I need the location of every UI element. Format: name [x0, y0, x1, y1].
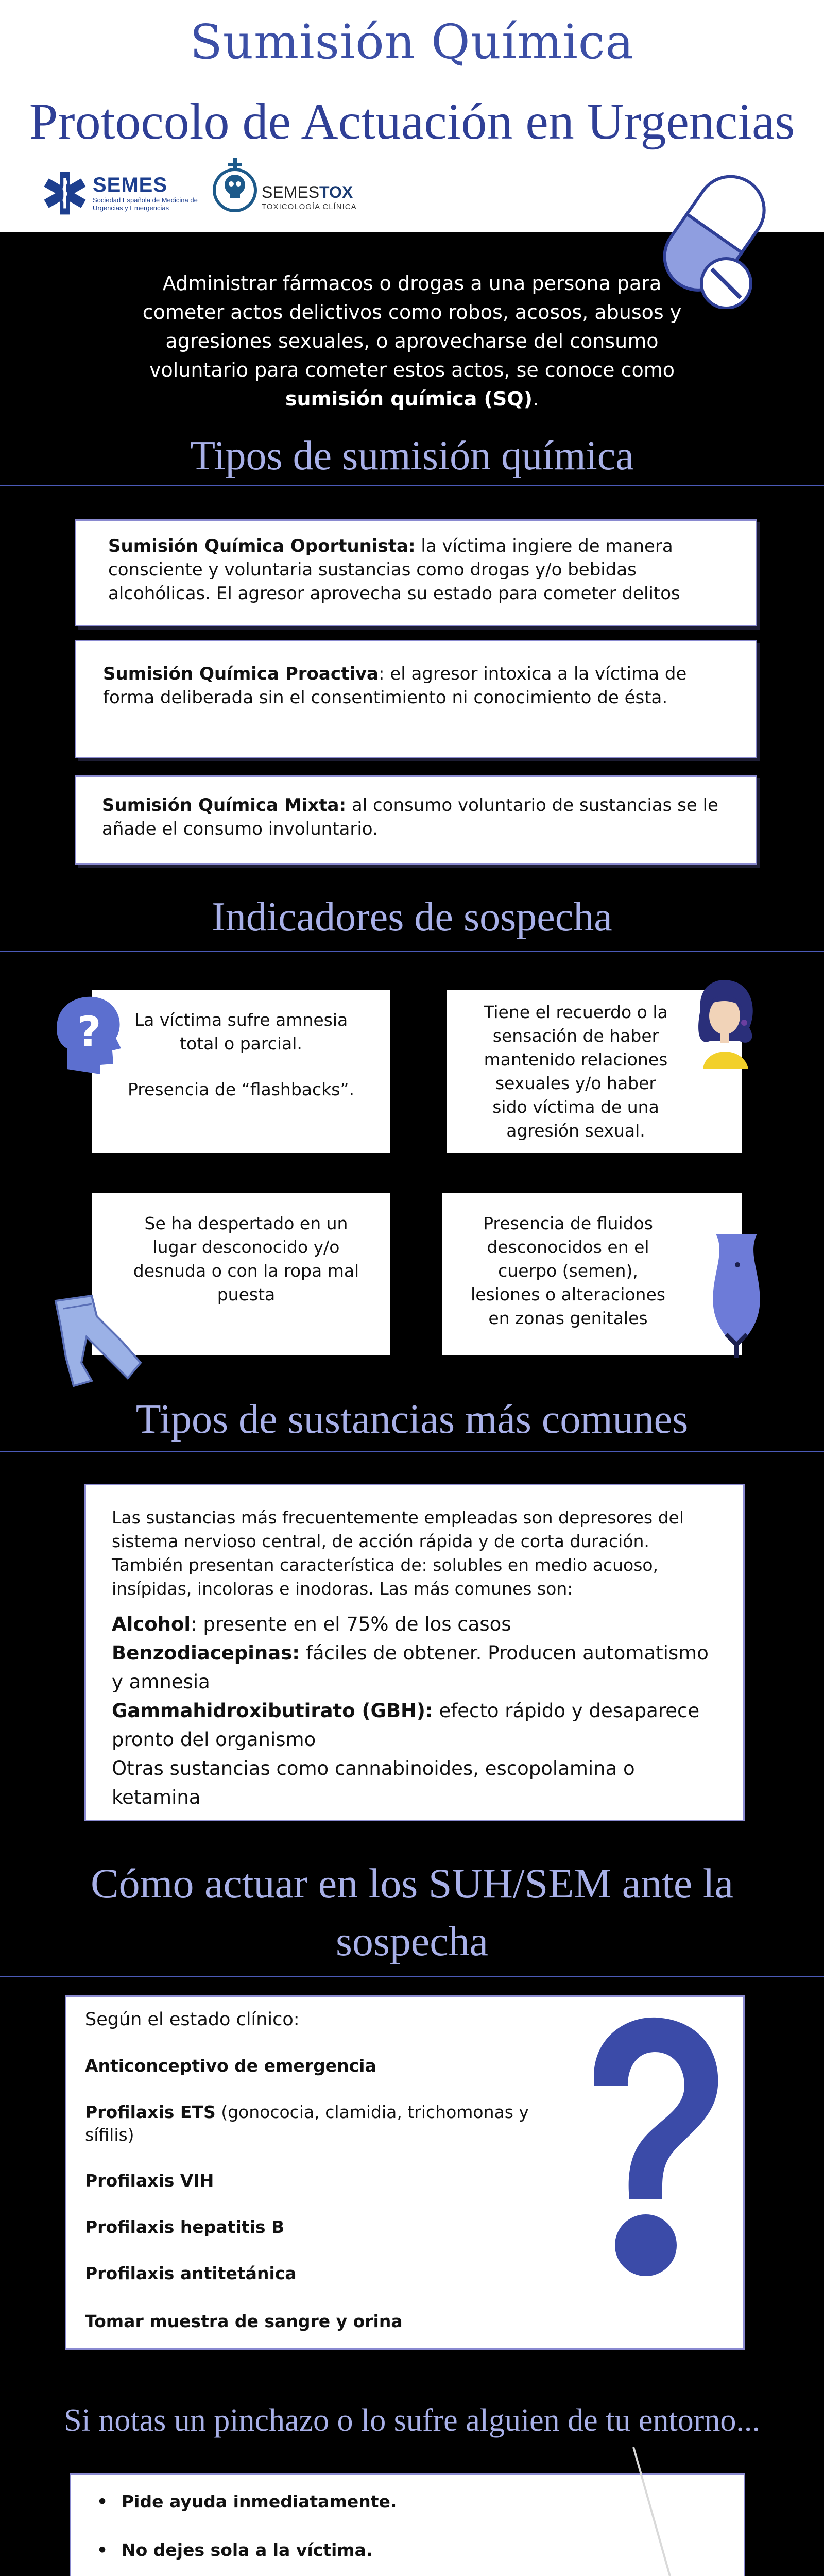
question-mark-icon [579, 2013, 723, 2286]
indicador-card-recuerdo: Tiene el recuerdo o la sensación de haber mantenido relaciones sexuales y/o haber sido víctima de una agresión sexual. [447, 990, 742, 1153]
torso-icon [706, 1234, 767, 1358]
actuar-lead: Según el estado clínico: [85, 2009, 300, 2030]
sustancia-item: Benzodiacepinas: fáciles de obtener. Producen automatismo y amnesia [112, 1642, 709, 1693]
actuar-card [65, 1995, 745, 2350]
semestox-logo-name: SEMESTOX [262, 183, 353, 201]
star-of-life-icon [41, 167, 89, 219]
actuar-item: Anticonceptivo de emergencia [85, 2056, 376, 2076]
actuar-item: Profilaxis hepatitis B [85, 2217, 285, 2237]
woman-icon [688, 974, 765, 1072]
section-title-tipos: Tipos de sumisión química [190, 433, 634, 479]
section-title-sustancias: Tipos de sustancias más comunes [135, 1397, 689, 1442]
question-head-icon [52, 992, 129, 1074]
section-title-indicadores: Indicadores de sospecha [212, 894, 612, 940]
pinchazo-item: • No dejes sola a la víctima. [97, 2540, 373, 2560]
actuar-item: Tomar muestra de sangre y orina [85, 2311, 403, 2331]
tipo-card-proactiva: Sumisión Química Proactiva: el agresor intoxica a la víctima de forma deliberada sin el consentimiento ni conocimiento de ésta. [75, 640, 757, 758]
semes-logo-name: SEMES [93, 174, 168, 196]
syringe-icon [608, 2447, 824, 2576]
header [0, 0, 824, 232]
semestox-logo-subtitle: TOXICOLOGÍA CLÍNICA [262, 202, 357, 211]
section-divider [0, 1451, 824, 1452]
semes-logo[interactable] [41, 167, 201, 219]
indicador-card-amnesia: La víctima sufre amnesia total o parcial. Presencia de “flashbacks”. [92, 990, 390, 1153]
actuar-item: Profilaxis antitetánica [85, 2263, 297, 2283]
sustancias-card [84, 1484, 745, 1821]
section-divider [0, 1976, 824, 1977]
intro-highlight: sumisión química (SQ) [285, 387, 533, 410]
page-subtitle: Protocolo de Actuación en Urgencias [29, 93, 795, 150]
jeans-icon [45, 1285, 148, 1388]
section-divider [0, 951, 824, 952]
section-divider [0, 485, 824, 486]
page-title: Sumisión Química [190, 14, 634, 70]
sustancias-intro: Las sustancias más frecuentemente empleadas son depresores del sistema nervioso central, de acción rápida y de corta duración. También presentan característica de: solubles en medio acuoso, insípidas, incoloras e inodoras. Las más comunes son: [112, 1507, 684, 1599]
svg-text:?: ? [77, 1008, 101, 1056]
tipo-card-oportunista: Sumisión Química Oportunista: la víctima ingiere de manera consciente y voluntaria sustancias como drogas y/o bebidas alcohólicas. El agresor aprovecha su estado para cometer delitos [75, 519, 757, 626]
sustancia-item: Otras sustancias como cannabinoides, escopolamina o ketamina [112, 1757, 635, 1808]
intro-paragraph: Administrar fármacos o drogas a una persona para cometer actos delictivos como robos, acosos, abusos y agresiones sexuales, o aprovecharse del consumo voluntario para cometer estos actos, se conoce como sumisión química (SQ). [142, 272, 682, 410]
actuar-item: Profilaxis ETS (gonococia, clamidia, trichomonas y sífilis) [85, 2102, 529, 2145]
section-title-actuar: Cómo actuar en los SUH/SEM ante la sospecha [90, 1860, 734, 1964]
tipo-card-mixta: Sumisión Química Mixta: al consumo voluntario de sustancias se le añade el consumo involuntario. [75, 775, 757, 865]
pinchazo-item: • Pide ayuda inmediatamente. [97, 2492, 397, 2512]
semes-logo-subtitle: Sociedad Española de Medicina de Urgencias y Emergencias [93, 196, 198, 212]
sustancia-item: Alcohol: presente en el 75% de los casos [112, 1613, 511, 1635]
indicador-card-despertado: Se ha despertado en un lugar desconocido y/o desnuda o con la ropa mal puesta [92, 1193, 390, 1355]
indicador-card-fluidos: Presencia de fluidos desconocidos en el cuerpo (semen), lesiones o alteraciones en zonas genitales [442, 1193, 742, 1355]
actuar-item: Profilaxis VIH [85, 2171, 214, 2191]
skull-icon [212, 157, 258, 219]
semestox-logo[interactable] [212, 157, 367, 219]
section-title-pinchazo: Si notas un pinchazo o lo sufre alguien de tu entorno... [64, 2403, 760, 2438]
sustancia-item: Gammahidroxibutirato (GBH): efecto rápido y desaparece pronto del organismo [112, 1700, 700, 1751]
